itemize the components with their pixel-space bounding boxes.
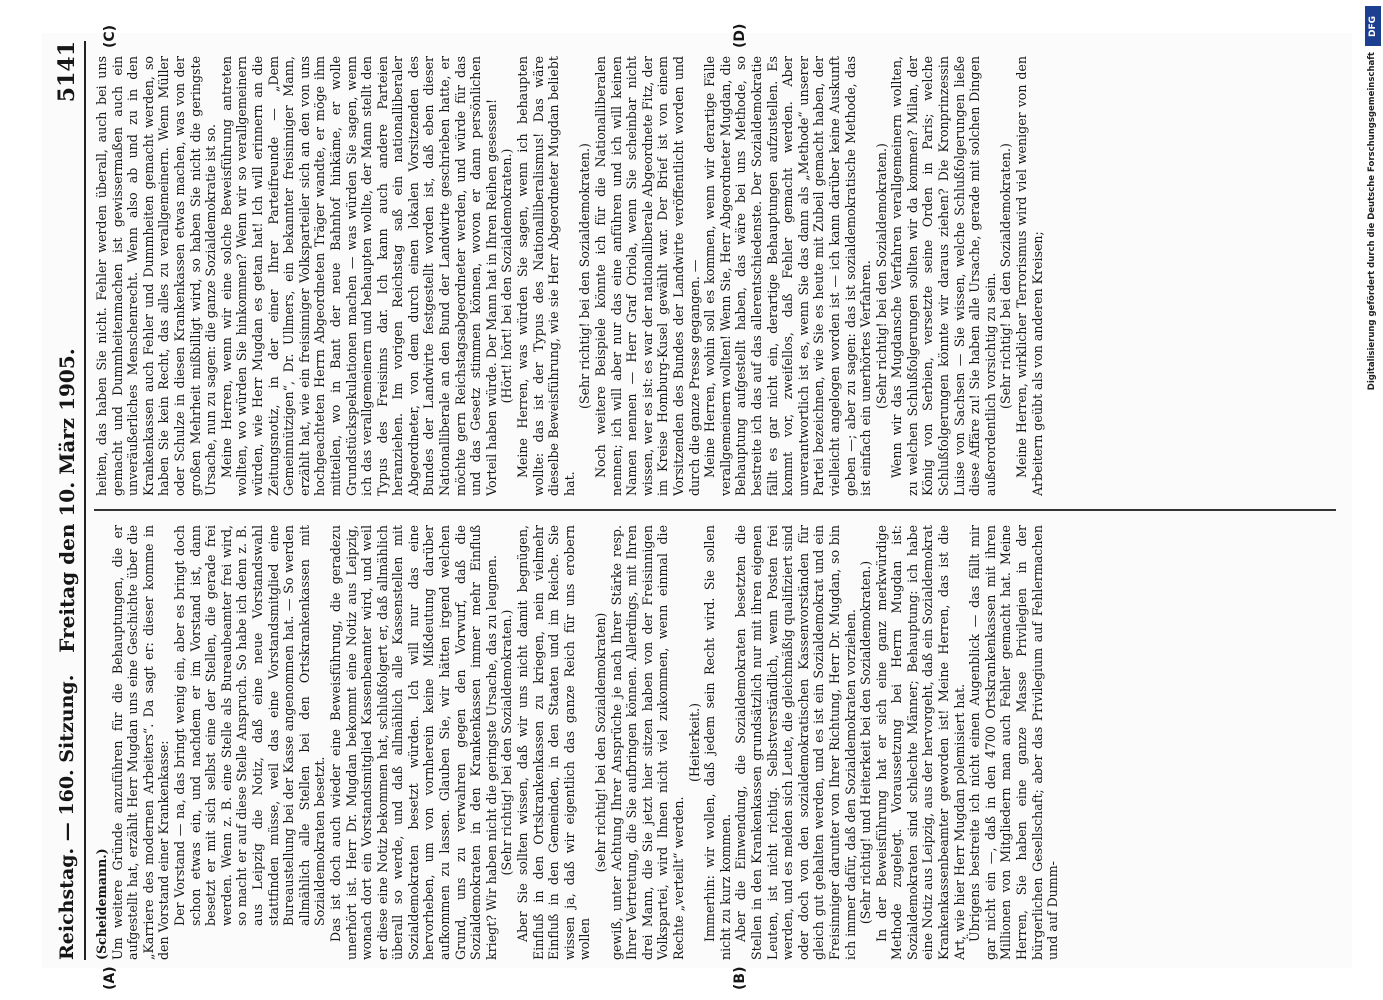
header-session: Reichstag. — 160. Sitzung.	[56, 674, 78, 960]
header-date: Freitag den 10. März 1905.	[55, 348, 79, 653]
column-divider	[94, 509, 1336, 511]
interjection: (Sehr richtig! bei den Sozialdemokraten.)	[499, 609, 515, 876]
paragraph: Wenn wir das Mugdansche Verfahren verallgemeinern wollten, zu welchen Schlußfolgerungen sollten wir da kommen? Milan, der König von Serbien, versetzte seine Orden in Paris; welche Schlußfolgerungen könnte wir daraus ziehen? Die Kronprinzessin Luise von Sachsen — Sie wissen, welche Schlußfolgerungen ließe diese Affäre zu! Sie haben alle Ursache, gerade mit solchen Dingen außerordentlich vorsichtig zu sein.	[889, 56, 998, 496]
paragraph: Um weitere Gründe anzuführen für die Behauptungen, die er aufgestellt hat, erzählt Herr Mugdan uns eine Geschichte über die „Karriere des modernen Arbeiters“. Da sagt er: dieser komme in den Vorstand einer Krankenkasse:	[109, 525, 172, 960]
interjection: (Sehr richtig! bei den Sozialdemokraten.)	[577, 143, 593, 409]
paragraph: gewiß, unter Achtung Ihrer Ansprüche je nach Ihrer Stärke resp. Ihrer Vertretung, die Sie aufbringen können. Allerdings, mit Ihren drei Mann, die Sie jetzt hier sitzen haben von der Freisinnigen Volkspartei, wird Ihnen nicht viel zukommen, wenn einmal die Rechte „verteilt“ werden.	[608, 525, 686, 960]
paragraph: In der Beweisführung hat er sich eine ganz merkwürdige Methode zugelegt. Voraussetzung bei Herrn Mugdan ist: Sozialdemokraten sind schlechte Männer; Behauptung: ich habe eine Notiz aus Leipzig, aus der hervorgeht, daß ein Sozialdemokrat Krankenkassenbeamter geworden ist! Meine Herren, das ist die Art, wie hier Herr Mugdan polemisiert hat.	[873, 525, 967, 960]
paragraph: Das ist doch auch wieder eine Beweisführung, die geradezu unerhört ist. Herr Dr. Mugdan bekommt eine Notiz aus Leipzig, wonach dort ein Vorstandsmitglied Kassenbeamter wird, und weil er diese eine Notiz bekommen hat, schlußfolgert er, daß allmählich überall so werde, und daß allmählich alle Kassenstellen mit Sozialdemokraten besetzt würden. Ich will nur das eine hervorheben, um von vornherein keine Mißdeutung darüber aufkommen zu lassen. Glauben Sie, wir hätten irgend welchen Grund, uns zu verwahren gegen den Vorwurf, daß die Sozialdemokraten in den Krankenkassen immer mehr Einfluß kriegt? Wir haben nicht die geringste Ursache, das zu leugnen.	[327, 525, 499, 960]
paragraph: Übrigens bestreite ich nicht einen Augenblick — das fällt mir gar nicht ein —, daß in den 4700 Ortskrankenkassen mit ihren Millionen von Mitgliedern man auch Fehler gemacht hat. Meine Herren, Sie haben eine ganze Masse Privilegien in der bürgerlichen Gesellschaft; aber das Privilegium auf Fehlermachen und auf Dumm-	[967, 525, 1061, 960]
interjection: (Hört! hört! bei den Sozialdemokraten.)	[499, 148, 515, 404]
interjection: (Sehr richtig! bei den Sozialdemokraten.)	[873, 143, 889, 409]
paragraph: heiten, das haben Sie nicht. Fehler werden überall, auch bei uns gemacht und Dummheitenmachen ist gewissermaßen auch ein unveräußerliches Menschenrecht. Wenn also ab und zu in den Krankenkassen auch Fehler und Dummheiten gemacht werden, so haben Sie kein Recht, das alles zu verallgemeinern. Wenn Müller oder Schulze in diesen Krankenkassen etwas machen, was von der großen Mehrheit mißbilligt wird, so haben Sie nicht die geringste Ursache, nun zu sagen: die ganze Sozialdemokratie ist so.	[94, 56, 219, 496]
interjection: (Heiterkeit.)	[686, 703, 702, 782]
paragraph: Meine Herren, was würden Sie sagen, wenn ich behaupten wollte: das ist der Typus des Nationalliberalismus! Das wäre dieselbe Beweisführung, wie sie Herr Abgeordneter Mugdan beliebt hat.	[515, 56, 577, 496]
paragraph: Meine Herren, wenn wir eine solche Beweisführung antreten wollten, wo würden Sie hinkommen? Wenn wir so verallgemeinern würden, wie Herr Mugdan es getan hat! Ich will erinnern an die Zeitungsnotiz, in der einer Ihrer Parteifreunde — „Dem Gemeinnützigen“, Dr. Ullmers, ein bekannter freisinniger Mann, erzählt hat, wie ein freisinniger Volksparteiler sich an den von uns hochgeachteten Herrn Abgeordneten Träger wandte, er möge ihm mitteilen, wo in Bant der neue Bahnhof hinkäme, er wolle Grundstückspekulationen machen — was würden Sie sagen, wenn ich das verallgemeinern und behaupten wollte, der Mann stellt den Typus des Freisinns dar. Ich kann auch andere Parteien heranziehen. Im vorigen Reichstag saß ein nationalliberaler Abgeordneter, von dem durch einen lokalen Vorsitzenden des Bundes der Landwirte festgestellt worden ist, daß eben dieser Nationalliberale an den Bund der Landwirte geschrieben hatte, er möchte gern Reichstagsabgeordneter werden, und würde für das und das Gesetz stimmen können, wovon er dann persönlichen Vorteil haben würde. Der Mann hat in Ihren Reihen gesessen!	[218, 56, 499, 496]
margin-marker-b: (B)	[732, 966, 748, 990]
paragraph: Der Vorstand — na, das bringt wenig ein, aber es bringt doch schon etwas ein, und nachdem er im Vorstand ist, dann besetzt er mit sich selbst eine der Stellen, die gerade frei werden. Wenn z. B. eine Stelle als Bureaubeamter frei wird, so macht er auf diese Stelle Anspruch. So habe ich denn z. B. aus Leipzig die Notiz, daß eine neue Vorstandswahl stattfinden müsse, weil das eine Vorstandsmitglied eine Bureaustellung bei der Kasse angenommen hat. — So werden allmählich alle Stellen bei den Ortskrankenkassen mit Sozialdemokraten besetzt.	[171, 525, 328, 926]
interjection: (Sehr richtig! und Heiterkeit bei den Sozialdemokraten.)	[858, 560, 874, 925]
paragraph: Meine Herren, wirklicher Terrorismus wird viel weniger von den Arbeitern geübt als von anderen Kreisen;	[1014, 56, 1045, 496]
page-number: 5141	[54, 41, 80, 103]
rotated-document-page	[42, 23, 1352, 990]
interjection: (sehr richtig! bei den Sozialdemokraten)	[593, 612, 608, 873]
right-text-column	[94, 56, 1342, 496]
margin-marker-d: (D)	[732, 23, 748, 48]
interjection: (Sehr richtig! bei den Sozialdemokraten.)	[998, 143, 1014, 409]
margin-marker-c: (C)	[102, 24, 118, 48]
digitization-credit: Digitalisierung gefördert durch die Deutsche Forschungsgemeinschaft	[1367, 52, 1377, 391]
paragraph: (Scheidemann.)	[94, 848, 109, 960]
dfg-logo: DFG	[1365, 6, 1381, 46]
paragraph: Aber die Einwendung, die Sozialdemokraten besetzten die Stellen in den Krankenkassen grundsätzlich nur mit ihren eigenen Leuten, ist nicht richtig. Selbstverständlich, wenn Posten frei werden, und es melden sich Leute, die gleichmäßig qualifiziert sind oder doch von den sozialdemokratischen Kassenvorständen für gleich gut gehalten werden, und es ist ein Sozialdemokrat und ein Freisinniger darunter von Ihrer Richtung, Herr Dr. Mugdan, so bin ich immer dafür, daß den Sozialdemokraten vorziehen.	[733, 525, 858, 960]
margin-marker-a: (A)	[102, 966, 118, 990]
left-text-column	[94, 525, 1342, 960]
paragraph: Immerhin: wir wollen, daß jedem sein Recht wird. Sie sollen nicht zu kurz kommen.	[702, 525, 733, 960]
paragraph: Meine Herren, wohin soll es kommen, wenn wir derartige Fälle verallgemeinern wollten! Wenn Sie, Herr Abgeordneter Mugdan, die Behauptung aufgestellt haben, das wäre bei uns Methode, so bestreite ich das auf das allerentschiedenste. Der Sozialdemokratie fällt es gar nicht ein, derartige Behauptungen aufzustellen. Es kommt vor, zweifellos, daß Fehler gemacht werden. Aber unverantwortlich ist es, wenn Sie das dann als „Methode“ unserer Partei bezeichnen, wie Sie es heute mit Zubeil gemacht haben, der vielleicht angelogen worden ist — ich kann darüber keine Auskunft geben —; aber zu sagen: das ist sozialdemokratische Methode, das ist einfach ein unerhörtes Verfahren.	[702, 56, 874, 496]
page-header	[50, 41, 86, 960]
paragraph: Aber Sie sollten wissen, daß wir uns nicht damit begnügen, Einfluß in den Ortskrankenkassen zu kriegen, nein vielmehr Einfluß in den Gemeinden, in den Staaten und im Reiche. Sie wissen ja, daß wir eigentlich das ganze Reich für uns erobern wollen	[515, 525, 593, 960]
paragraph: Noch weitere Beispiele könnte ich für die Nationalliberalen nennen; ich will aber nur das eine anführen und ich will keinen Namen nennen — Herr Graf Oriola, wenn Sie scheinbar nicht wissen, wer es ist: es war der nationalliberale Abgeordnete Fitz, der im Kreise Homburg-Kusel gewählt war. Der Brief ist von einem Vorsitzenden des Bundes der Landwirte veröffentlicht worden und durch die ganze Presse gegangen. —	[593, 56, 702, 496]
